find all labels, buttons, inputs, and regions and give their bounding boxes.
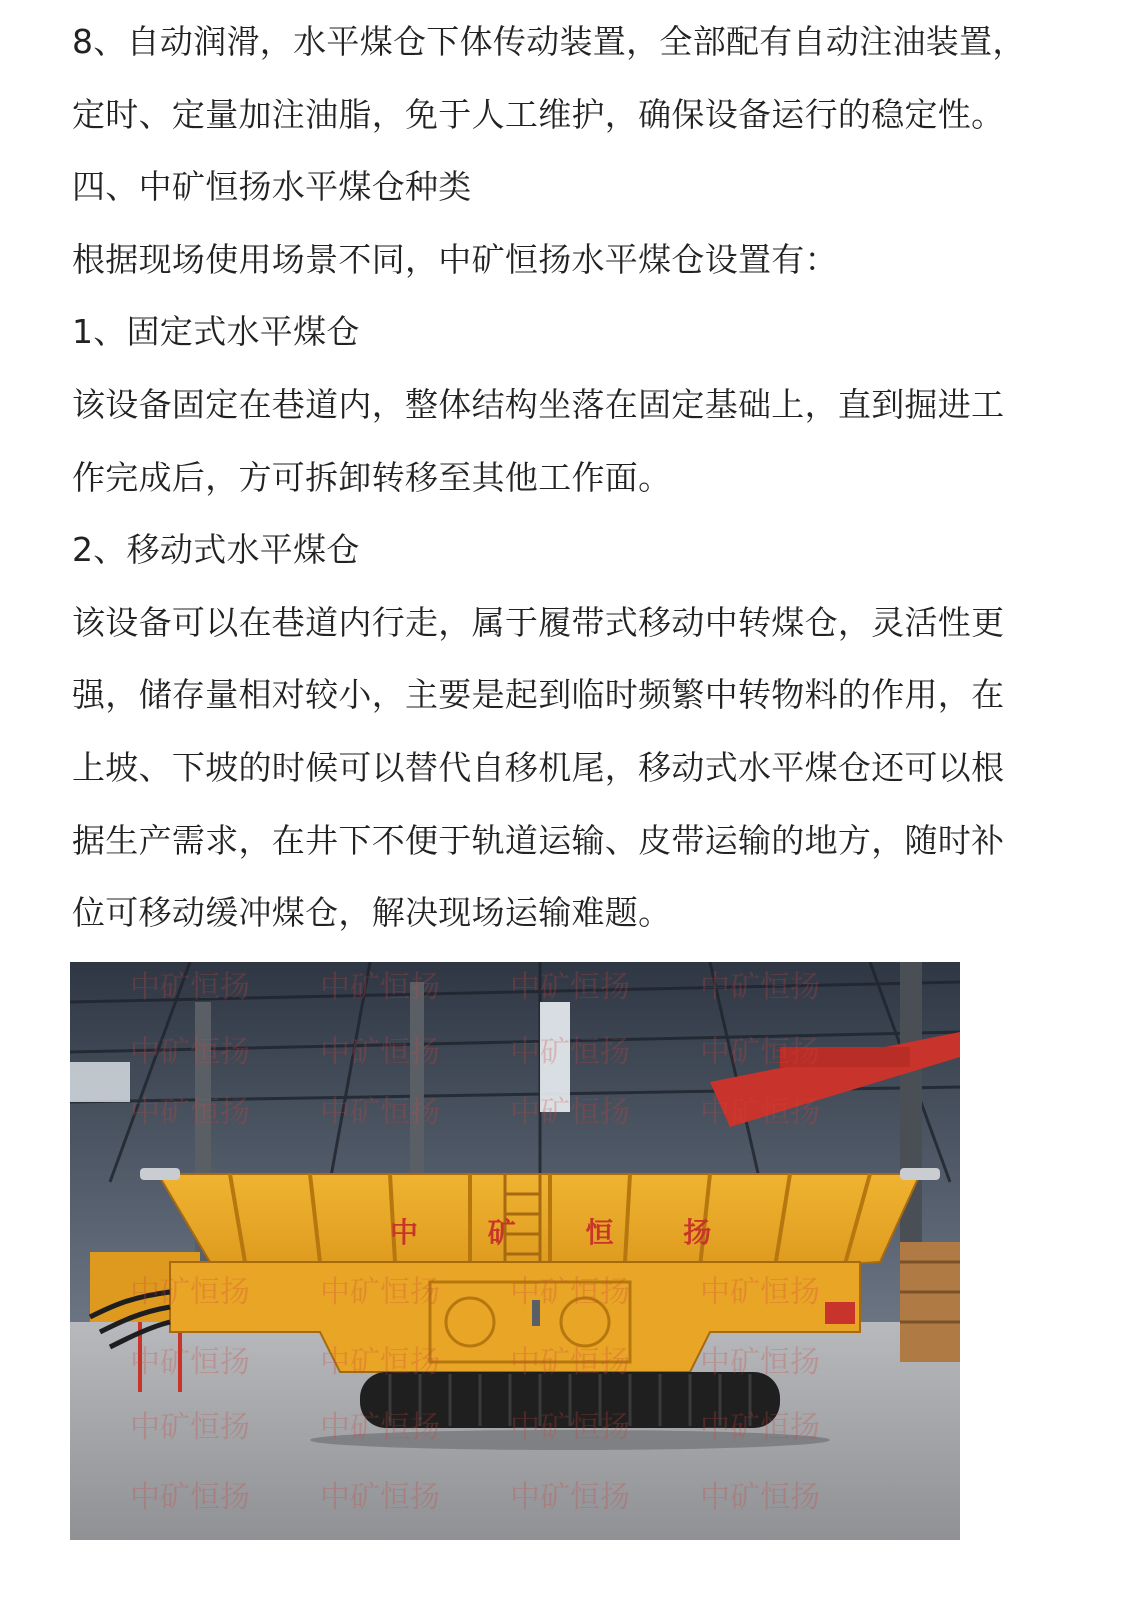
text-line: 上坡、下坡的时候可以替代自移机尾，移动式水平煤仓还可以根	[72, 747, 1005, 787]
steel-column	[410, 982, 424, 1182]
heading-line: 2、移动式水平煤仓	[72, 530, 360, 570]
text-line: 该设备可以在巷道内行走，属于履带式移动中转煤仓，灵活性更	[72, 602, 1005, 642]
paragraph-intro	[72, 224, 1047, 297]
watermark-text: 中矿恒扬	[700, 1410, 820, 1445]
corner-lamp	[900, 1168, 940, 1180]
text-line: 定时、定量加注油脂，免于人工维护，确保设备运行的稳定性。	[72, 94, 1005, 134]
section-heading-types	[72, 151, 1047, 224]
paragraph-item-8	[72, 6, 1047, 151]
type-1-heading	[72, 296, 1047, 369]
text-line: 据生产需求，在井下不便于轨道运输、皮带运输的地方，随时补	[72, 820, 1005, 860]
watermark-text: 中矿恒扬	[700, 1345, 820, 1380]
watermark-text: 中矿恒扬	[130, 1410, 250, 1445]
red-valve	[825, 1302, 855, 1324]
watermark-text: 中矿恒扬	[510, 1035, 630, 1070]
watermark-text: 中矿恒扬	[130, 1345, 250, 1380]
heading-line: 1、固定式水平煤仓	[72, 312, 360, 352]
watermark-text: 中矿恒扬	[130, 1480, 250, 1515]
photo-illustration	[70, 962, 960, 1540]
watermark-text: 中矿恒扬	[130, 970, 250, 1005]
article-text	[72, 6, 1047, 950]
text-line: 强，储存量相对较小，主要是起到临时频繁中转物料的作用，在	[72, 675, 1005, 715]
watermark-text: 中矿恒扬	[510, 1095, 630, 1130]
watermark-text: 中矿恒扬	[320, 1095, 440, 1130]
text-line: 8、自动润滑，水平煤仓下体传动装置，全部配有自动注油装置，	[72, 22, 1026, 61]
corner-lamp	[140, 1168, 180, 1180]
wooden-crate	[900, 1242, 960, 1362]
watermark-text: 中矿恒扬	[130, 1275, 250, 1310]
watermark-text: 中矿恒扬	[700, 1095, 820, 1130]
watermark-text: 中矿恒扬	[320, 1410, 440, 1445]
paragraph-type-1	[72, 369, 1047, 514]
window-light	[70, 1062, 130, 1102]
watermark-text: 中矿恒扬	[700, 1275, 820, 1310]
watermark-text: 中矿恒扬	[510, 1410, 630, 1445]
text-line: 位可移动缓冲煤仓，解决现场运输难题。	[72, 893, 672, 933]
text-line: 该设备固定在巷道内，整体结构坐落在固定基础上，直到掘进工	[72, 384, 1005, 424]
watermark-text: 中矿恒扬	[320, 1035, 440, 1070]
watermark-text: 中矿恒扬	[510, 1480, 630, 1515]
watermark-text: 中矿恒扬	[320, 1345, 440, 1380]
product-photo	[70, 962, 960, 1540]
watermark-text: 中矿恒扬	[320, 970, 440, 1005]
hopper-logo-text: 中 矿 恒 扬	[390, 1216, 742, 1249]
watermark-text: 中矿恒扬	[700, 1480, 820, 1515]
watermark-text: 中矿恒扬	[510, 970, 630, 1005]
paragraph-type-2	[72, 587, 1047, 950]
watermark-text: 中矿恒扬	[700, 1035, 820, 1070]
heading-line: 四、中矿恒扬水平煤仓种类	[72, 167, 472, 207]
watermark-text: 中矿恒扬	[320, 1275, 440, 1310]
type-2-heading	[72, 514, 1047, 587]
watermark-text: 中矿恒扬	[510, 1345, 630, 1380]
text-line: 根据现场使用场景不同，中矿恒扬水平煤仓设置有：	[72, 239, 838, 279]
watermark-text: 中矿恒扬	[130, 1095, 250, 1130]
watermark-text: 中矿恒扬	[320, 1480, 440, 1515]
watermark-text: 中矿恒扬	[130, 1035, 250, 1070]
watermark-text: 中矿恒扬	[700, 970, 820, 1005]
watermark-text: 中矿恒扬	[510, 1275, 630, 1310]
text-line: 作完成后，方可拆卸转移至其他工作面。	[72, 457, 672, 497]
